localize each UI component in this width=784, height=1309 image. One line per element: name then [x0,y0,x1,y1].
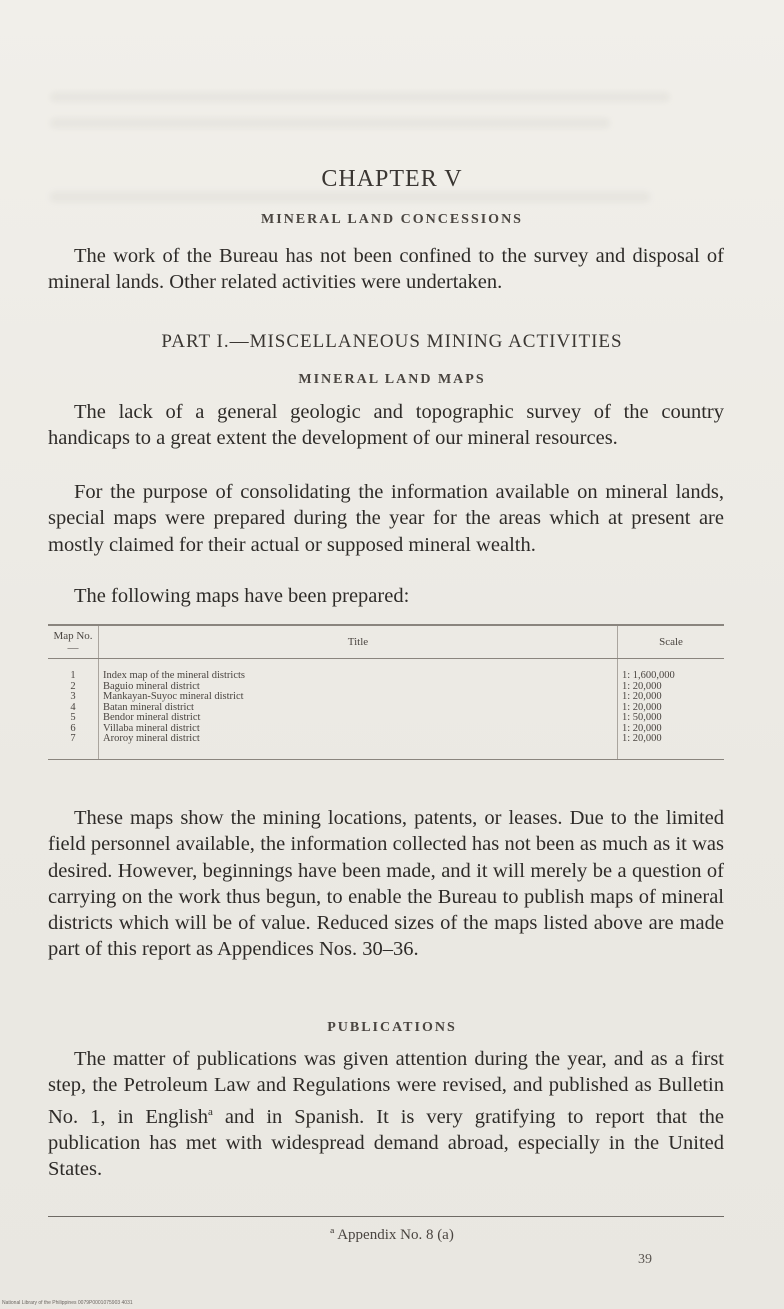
table-row [48,692,724,703]
scan-stamp: National Library of the Philippines 0079P0001075903 4031 [2,1300,133,1306]
publications-text-part-2: and in Spanish. It is very gratifying to report that the publication has met with widespread demand abroad, especially in the United States. [48,1105,724,1181]
footnote-marker: a [207,1105,213,1118]
table-row [48,659,724,682]
table-row [48,734,724,759]
page-number: 39 [638,1252,652,1267]
map-scale: 1: 20,000 [622,691,662,702]
chapter-subtitle: MINERAL LAND CONCESSIONS [261,212,523,227]
table-row [48,713,724,724]
map-no: 1 [70,670,76,681]
map-no: 6 [70,722,76,734]
publications-paragraph [48,1046,724,1182]
maps-paragraph-2: For the purpose of consolidating the information available on mineral lands, special maps were prepared during the year for the areas which at present are mostly claimed for their actual or supposed mineral wealth. [48,481,724,556]
maps-paragraph-3: The following maps have been prepared: [74,585,410,607]
map-title: Mankayan-Suyoc mineral district [99,692,618,703]
map-table-header-row [48,625,724,659]
map-no: 7 [48,734,99,759]
map-title: Batan mineral district [99,703,618,714]
bleed-through-line [50,118,610,128]
intro-paragraph: The work of the Bureau has not been confined to the survey and disposal of mineral lands. Other related activities were undertaken. [48,245,724,294]
bleed-through-line [50,192,650,202]
map-title: Index map of the mineral districts [99,659,618,682]
map-title: Villaba mineral district [99,724,618,735]
section-heading-maps: MINERAL LAND MAPS [298,372,486,387]
footnote: ª Appendix No. 8 (a) [330,1227,454,1243]
section-heading-publications: PUBLICATIONS [327,1020,457,1035]
after-table-paragraph: These maps show the mining locations, patents, or leases. Due to the limited field personnel available, the information collected has not been as much as it was desired. However, beginnings have been made, and it will merely be a question of carrying on the work thus begun, to enable the Bureau to publish maps of mineral districts which will be of value. Reduced sizes of the maps listed above are made part of this report as Appendices Nos. 30–36. [48,807,724,961]
map-scale: 1: 20,000 [622,680,662,692]
map-title: Baguio mineral district [99,682,618,693]
maps-paragraph-1: The lack of a general geologic and topographic survey of the country handicaps to a great extent the development of our mineral resources. [48,401,724,450]
header-scale: Scale [618,625,725,659]
footnote-rule [48,1216,724,1217]
map-scale: 1: 1,600,000 [622,670,675,681]
map-no: 3 [70,691,76,702]
map-scale: 1: 50,000 [622,712,662,723]
map-no: 4 [70,701,76,713]
map-no: 5 [70,712,76,723]
header-map-no: Map No.— [48,625,99,659]
map-table [48,624,724,760]
map-title: Bendor mineral district [99,713,618,724]
map-scale: 1: 20,000 [618,734,725,759]
bleed-through-line [50,92,670,102]
map-no: 2 [70,680,76,692]
publications-text-part-1: The matter of publications was given attention during the year, and as a first step, the Petroleum Law and Regulations were revised, and published as Bulletin No. 1, in English [48,1048,724,1128]
header-title: Title [99,625,618,659]
map-scale: 1: 20,000 [622,722,662,734]
map-title: Aroroy mineral district [99,734,618,759]
part-heading: PART I.—MISCELLANEOUS MINING ACTIVITIES [161,331,623,352]
map-scale: 1: 20,000 [622,701,662,713]
chapter-title: CHAPTER V [321,166,463,192]
